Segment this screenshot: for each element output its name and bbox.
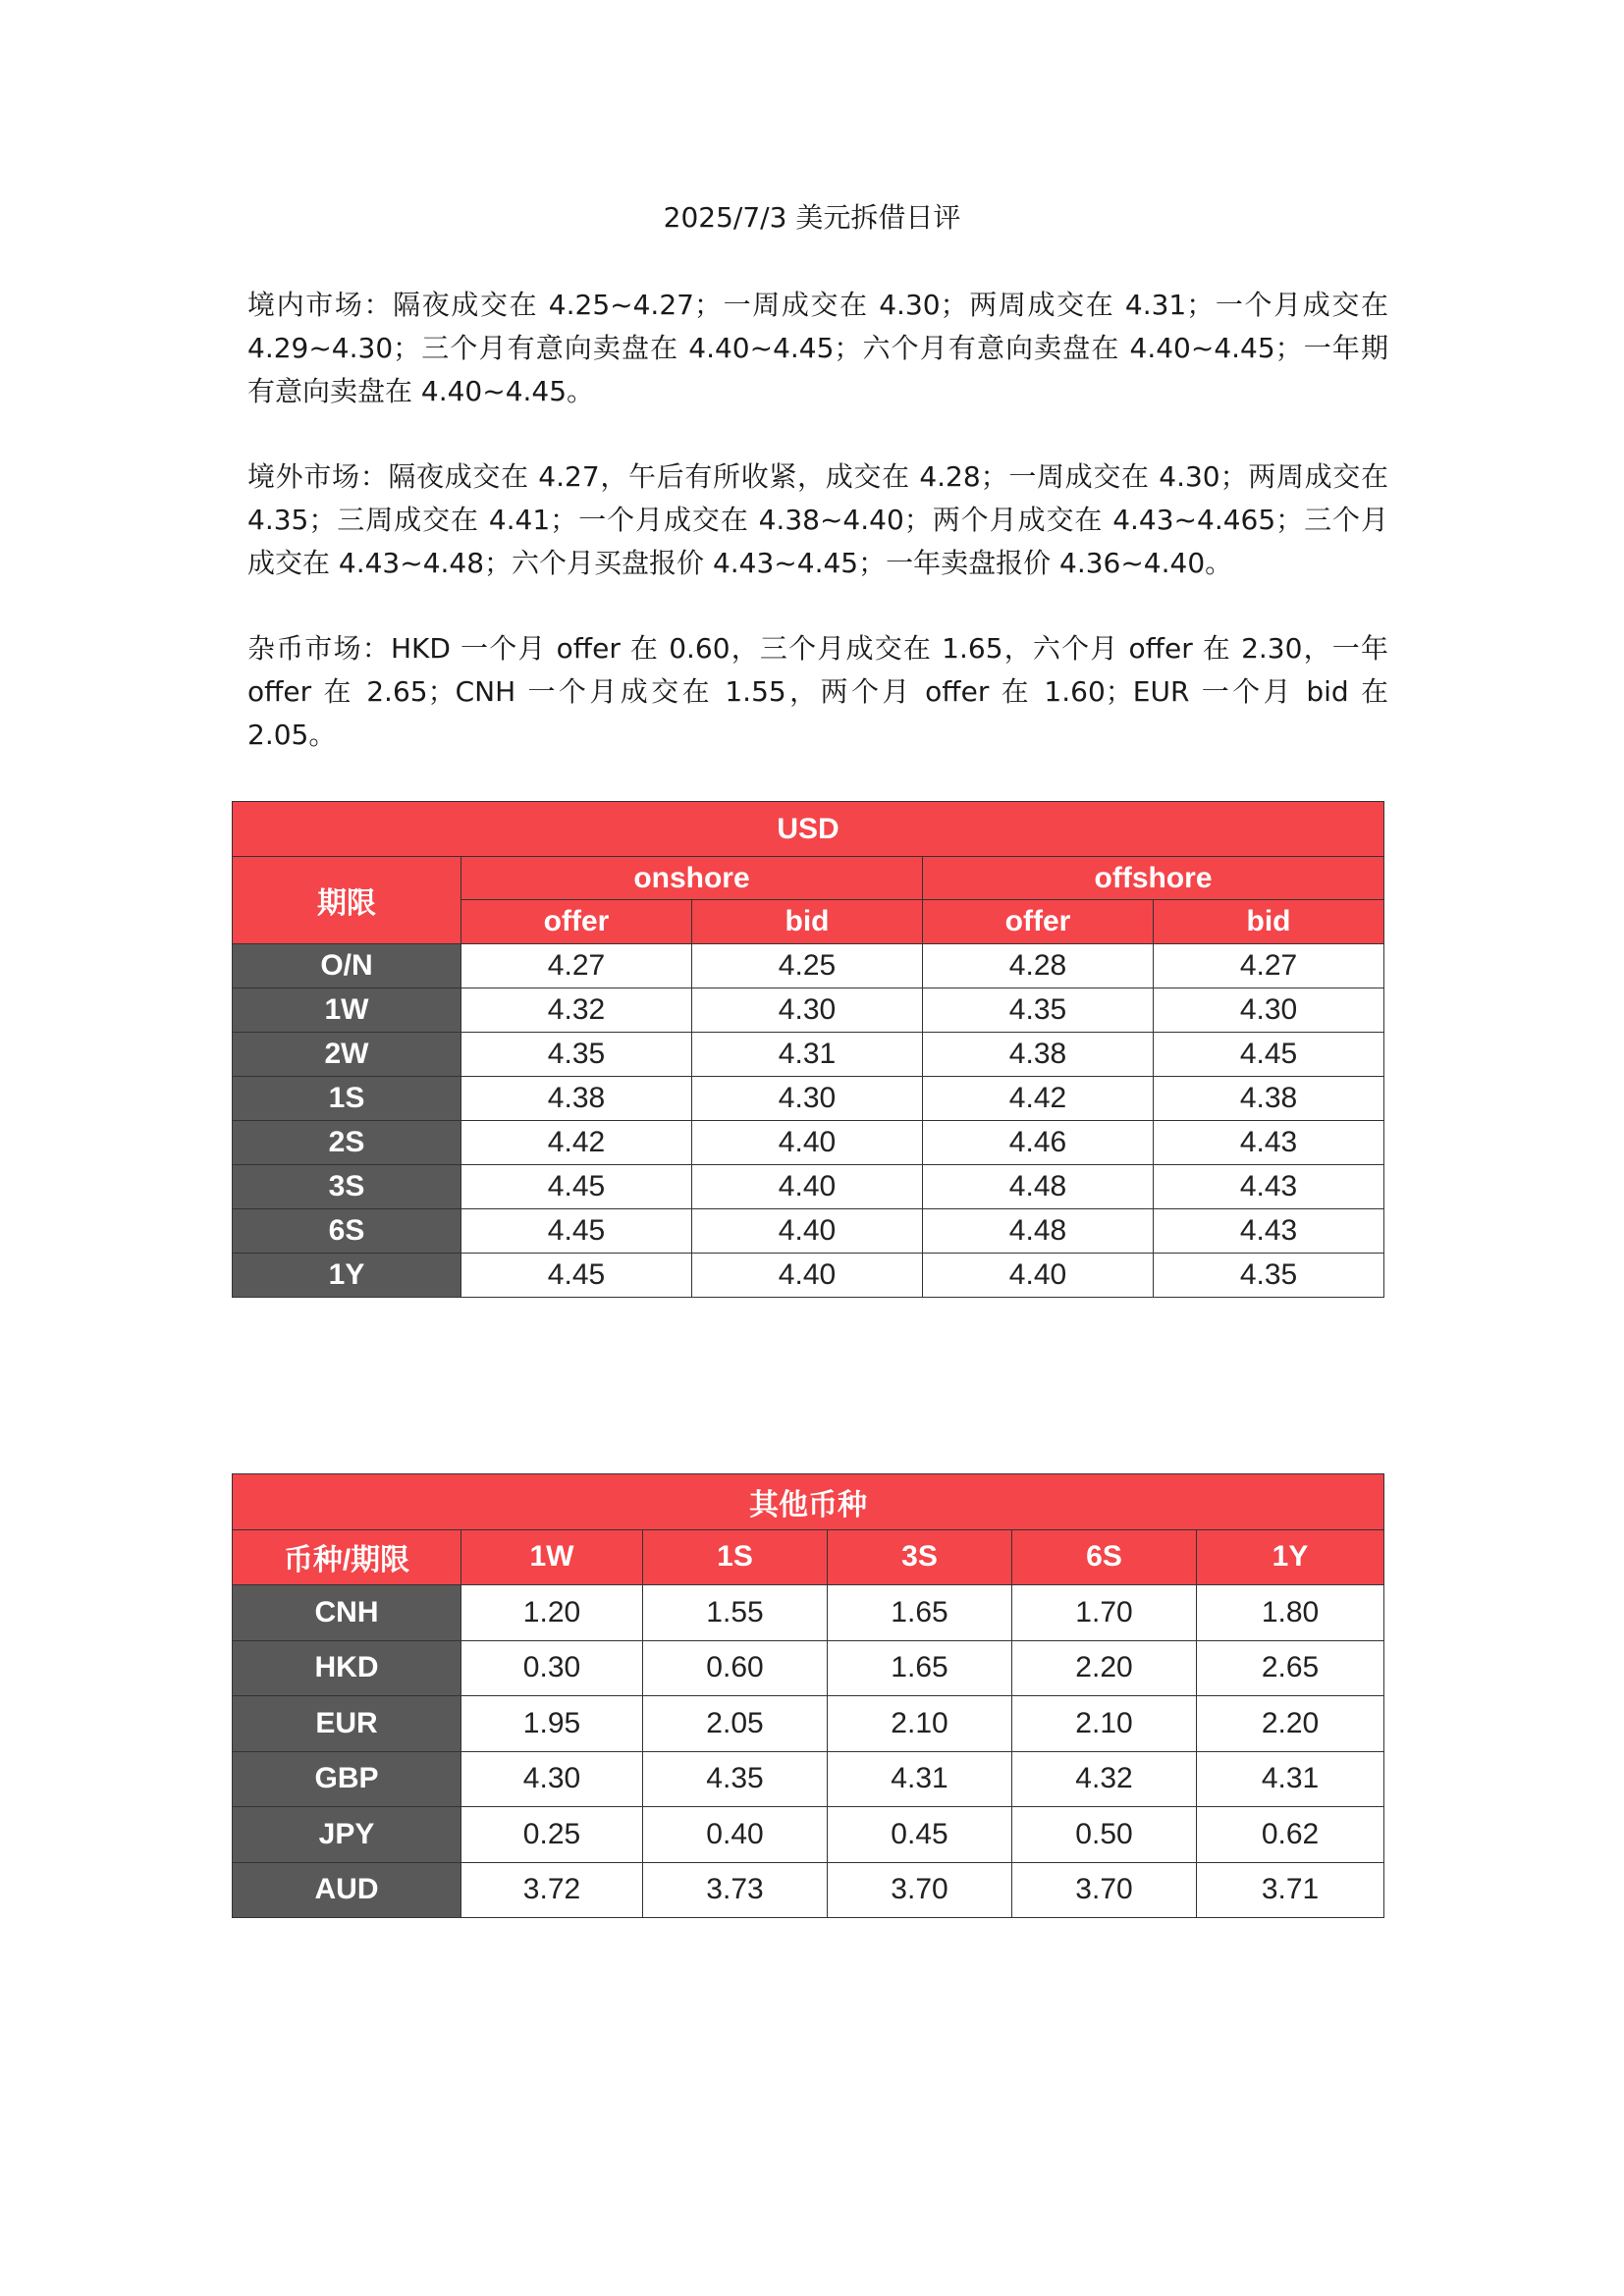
table-row <box>233 1807 1384 1863</box>
table-row <box>233 1121 1384 1165</box>
usd-table-title: USD <box>233 802 1384 857</box>
rate-cell: 0.40 <box>643 1807 828 1863</box>
offshore-bid-header: bid <box>1154 900 1384 944</box>
offshore-offer-cell: 4.48 <box>923 1209 1154 1254</box>
offshore-offer-cell: 4.40 <box>923 1254 1154 1298</box>
table-row <box>233 1033 1384 1077</box>
offshore-bid-cell: 4.35 <box>1154 1254 1384 1298</box>
table-row <box>233 1077 1384 1121</box>
currency-term-header: 币种/期限 <box>233 1529 461 1585</box>
onshore-offer-cell: 4.45 <box>461 1209 692 1254</box>
rate-cell: 2.65 <box>1197 1640 1384 1696</box>
rate-cell: 3.70 <box>1012 1862 1197 1918</box>
onshore-bid-cell: 4.40 <box>692 1209 923 1254</box>
currency-label: JPY <box>233 1807 461 1863</box>
term-label: 3S <box>233 1165 461 1209</box>
table-row <box>233 1165 1384 1209</box>
term-label: 1W <box>233 988 461 1033</box>
rate-cell: 4.30 <box>461 1751 643 1807</box>
offshore-offer-cell: 4.35 <box>923 988 1154 1033</box>
onshore-offer-cell: 4.45 <box>461 1165 692 1209</box>
rate-cell: 3.71 <box>1197 1862 1384 1918</box>
table-row <box>233 944 1384 988</box>
rate-cell: 2.20 <box>1012 1640 1197 1696</box>
rate-cell: 0.25 <box>461 1807 643 1863</box>
onshore-bid-cell: 4.40 <box>692 1121 923 1165</box>
table-row <box>233 1254 1384 1298</box>
table-row <box>233 988 1384 1033</box>
table-row <box>233 1209 1384 1254</box>
rate-cell: 2.20 <box>1197 1696 1384 1752</box>
offshore-bid-cell: 4.30 <box>1154 988 1384 1033</box>
term-column-header: 6S <box>1012 1529 1197 1585</box>
table-row <box>233 1862 1384 1918</box>
onshore-bid-cell: 4.25 <box>692 944 923 988</box>
rate-cell: 1.65 <box>828 1585 1012 1641</box>
offshore-bid-cell: 4.43 <box>1154 1121 1384 1165</box>
offshore-offer-cell: 4.42 <box>923 1077 1154 1121</box>
term-header: 期限 <box>233 857 461 944</box>
rate-cell: 2.10 <box>828 1696 1012 1752</box>
offshore-offer-header: offer <box>923 900 1154 944</box>
rate-cell: 1.65 <box>828 1640 1012 1696</box>
term-label: 6S <box>233 1209 461 1254</box>
term-label: 1S <box>233 1077 461 1121</box>
offshore-offer-cell: 4.46 <box>923 1121 1154 1165</box>
rate-cell: 0.60 <box>643 1640 828 1696</box>
term-column-header: 1S <box>643 1529 828 1585</box>
offshore-offer-cell: 4.38 <box>923 1033 1154 1077</box>
onshore-offer-cell: 4.32 <box>461 988 692 1033</box>
rate-cell: 1.80 <box>1197 1585 1384 1641</box>
rate-cell: 4.32 <box>1012 1751 1197 1807</box>
term-label: 2W <box>233 1033 461 1077</box>
term-label: O/N <box>233 944 461 988</box>
offshore-bid-cell: 4.45 <box>1154 1033 1384 1077</box>
rate-cell: 0.62 <box>1197 1807 1384 1863</box>
offshore-bid-cell: 4.43 <box>1154 1209 1384 1254</box>
offshore-bid-cell: 4.27 <box>1154 944 1384 988</box>
onshore-bid-cell: 4.31 <box>692 1033 923 1077</box>
onshore-bid-cell: 4.40 <box>692 1254 923 1298</box>
onshore-offer-cell: 4.35 <box>461 1033 692 1077</box>
offshore-market-paragraph: 境外市场：隔夜成交在 4.27，午后有所收紧，成交在 4.28；一周成交在 4.30；两周成交在 4.35；三周成交在 4.41；一个月成交在 4.38~4.40；两个月成交在 4.43~4.465；三个月成交在 4.43~4.48；六个月买盘报价 4.43~4.45；一年卖盘报价 4.36~4.40。 <box>247 460 1388 579</box>
table-row <box>233 1696 1384 1752</box>
currency-label: GBP <box>233 1751 461 1807</box>
rate-cell: 3.72 <box>461 1862 643 1918</box>
currency-label: AUD <box>233 1862 461 1918</box>
table-row <box>233 1640 1384 1696</box>
rate-cell: 3.73 <box>643 1862 828 1918</box>
rate-cell: 1.55 <box>643 1585 828 1641</box>
term-column-header: 1W <box>461 1529 643 1585</box>
rate-cell: 0.50 <box>1012 1807 1197 1863</box>
onshore-bid-cell: 4.40 <box>692 1165 923 1209</box>
page-title: 2025/7/3 美元拆借日评 <box>663 201 961 234</box>
onshore-market-paragraph: 境内市场：隔夜成交在 4.25~4.27；一周成交在 4.30；两周成交在 4.31；一个月成交在 4.29~4.30；三个月有意向卖盘在 4.40~4.45；六个月有意向卖盘在 4.40~4.45；一年期有意向卖盘在 4.40~4.45。 <box>247 289 1388 407</box>
onshore-offer-header: offer <box>461 900 692 944</box>
rate-cell: 0.30 <box>461 1640 643 1696</box>
rate-cell: 0.45 <box>828 1807 1012 1863</box>
other-table-title: 其他币种 <box>233 1474 1384 1530</box>
rate-cell: 2.05 <box>643 1696 828 1752</box>
offshore-offer-cell: 4.28 <box>923 944 1154 988</box>
table-row <box>233 1585 1384 1641</box>
usd-rate-table <box>232 801 1384 1298</box>
term-label: 2S <box>233 1121 461 1165</box>
rate-cell: 4.31 <box>828 1751 1012 1807</box>
rate-cell: 4.35 <box>643 1751 828 1807</box>
rate-cell: 4.31 <box>1197 1751 1384 1807</box>
onshore-offer-cell: 4.38 <box>461 1077 692 1121</box>
currency-label: EUR <box>233 1696 461 1752</box>
offshore-bid-cell: 4.43 <box>1154 1165 1384 1209</box>
onshore-header: onshore <box>461 857 923 900</box>
onshore-bid-cell: 4.30 <box>692 988 923 1033</box>
rate-cell: 1.20 <box>461 1585 643 1641</box>
offshore-bid-cell: 4.38 <box>1154 1077 1384 1121</box>
other-currency-table <box>232 1473 1384 1918</box>
offshore-offer-cell: 4.48 <box>923 1165 1154 1209</box>
currency-label: HKD <box>233 1640 461 1696</box>
rate-cell: 2.10 <box>1012 1696 1197 1752</box>
onshore-offer-cell: 4.42 <box>461 1121 692 1165</box>
rate-cell: 1.70 <box>1012 1585 1197 1641</box>
onshore-bid-header: bid <box>692 900 923 944</box>
rate-cell: 3.70 <box>828 1862 1012 1918</box>
offshore-header: offshore <box>923 857 1384 900</box>
term-column-header: 1Y <box>1197 1529 1384 1585</box>
term-column-header: 3S <box>828 1529 1012 1585</box>
onshore-offer-cell: 4.27 <box>461 944 692 988</box>
onshore-bid-cell: 4.30 <box>692 1077 923 1121</box>
misc-currency-market-paragraph: 杂币市场：HKD 一个月 offer 在 0.60，三个月成交在 1.65，六个月 offer 在 2.30，一年 offer 在 2.65；CNH 一个月成交在 1.55，两个月 offer 在 1.60；EUR 一个月 bid 在 2.05。 <box>247 632 1388 751</box>
table-header-row <box>233 1529 1384 1585</box>
onshore-offer-cell: 4.45 <box>461 1254 692 1298</box>
currency-label: CNH <box>233 1585 461 1641</box>
table-row <box>233 1751 1384 1807</box>
term-label: 1Y <box>233 1254 461 1298</box>
rate-cell: 1.95 <box>461 1696 643 1752</box>
